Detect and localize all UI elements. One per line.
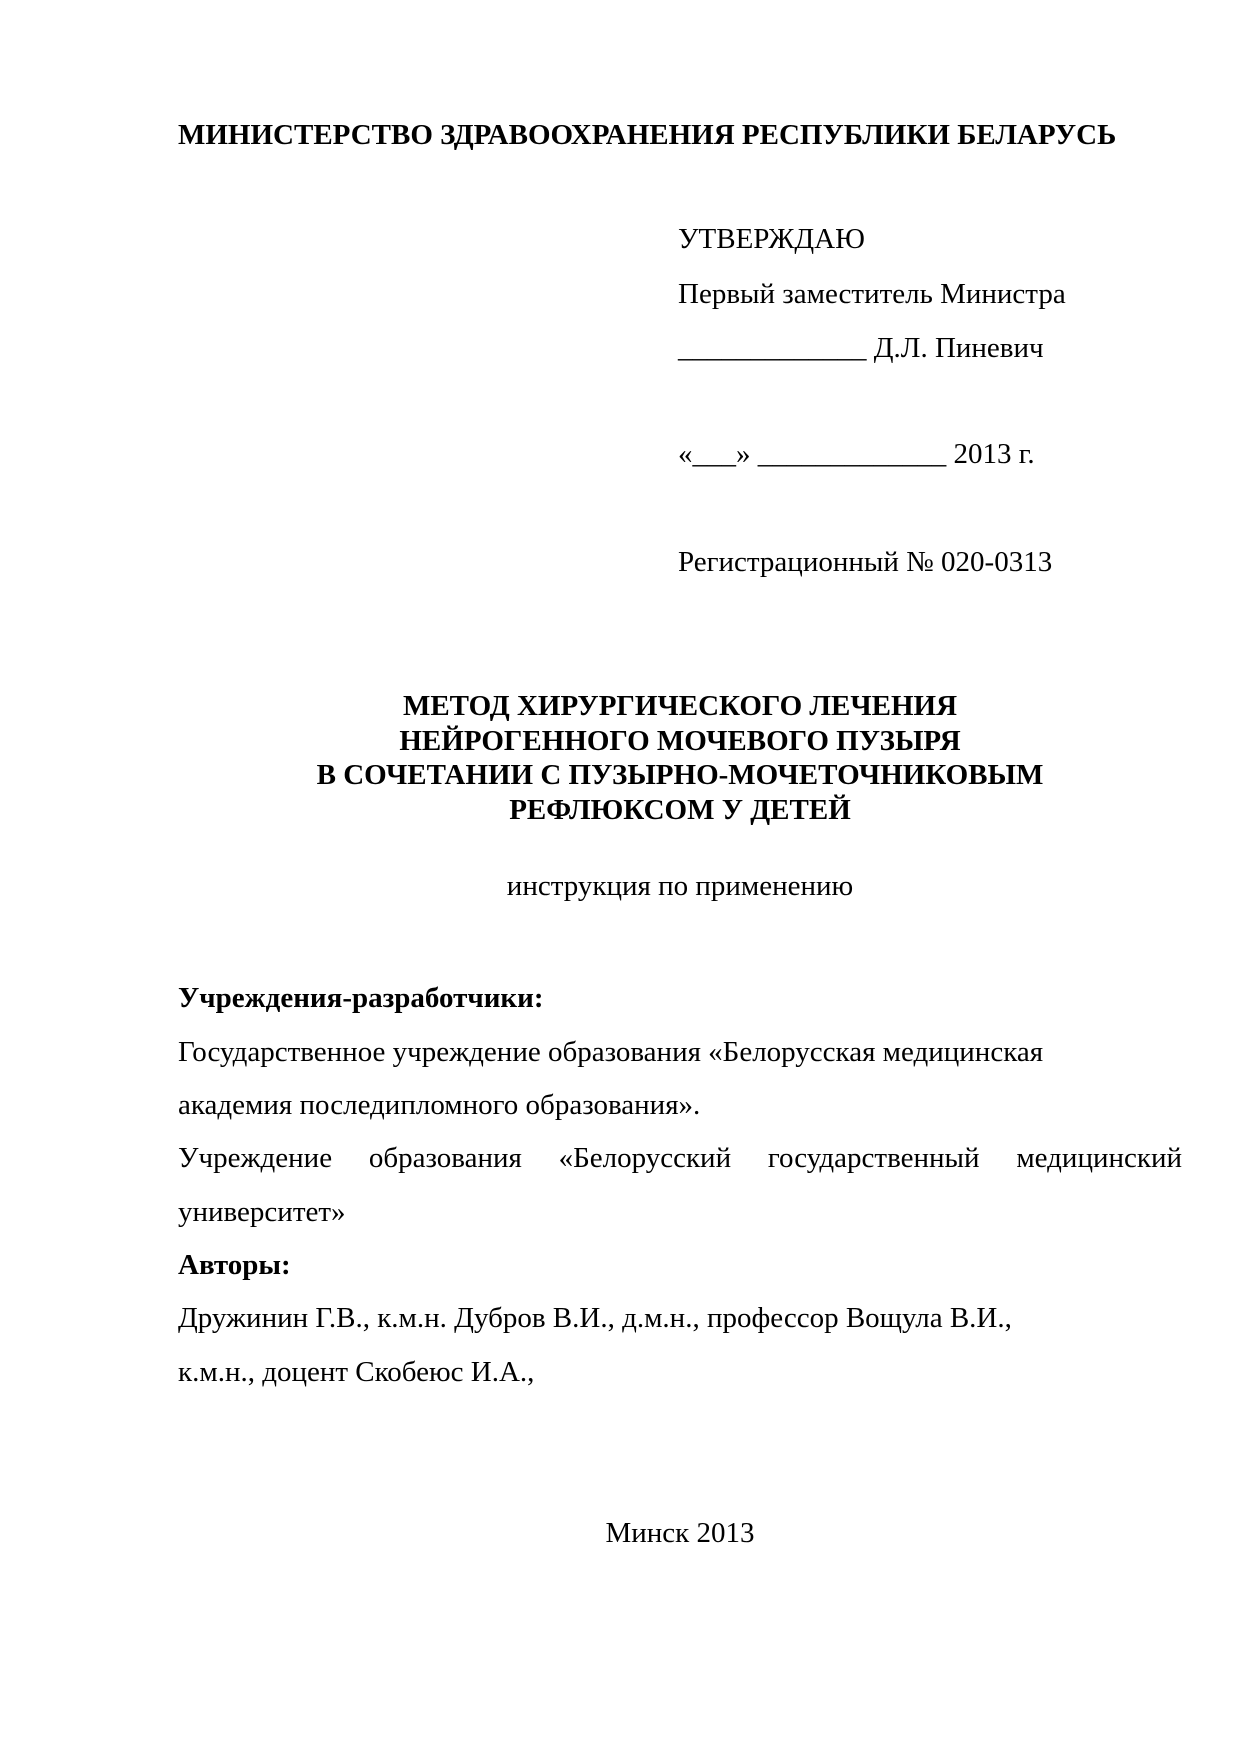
approval-signature: _____________ Д.Л. Пиневич — [678, 332, 1044, 364]
developer-line-2: академия последипломного образования». — [178, 1089, 701, 1121]
developers-heading: Учреждения-разработчики: — [178, 982, 544, 1014]
developer-line-1: Государственное учреждение образования «Белорусская медицинская — [178, 1036, 1044, 1068]
title-line-1: МЕТОД ХИРУРГИЧЕСКОГО ЛЕЧЕНИЯ — [402, 690, 958, 722]
document-subtitle: инструкция по применению — [506, 870, 854, 902]
title-line-3: В СОЧЕТАНИИ С ПУЗЫРНО-МОЧЕТОЧНИКОВЫМ — [316, 759, 1044, 791]
authors-heading: Авторы: — [178, 1249, 291, 1281]
approval-date: «___» _____________ 2013 г. — [678, 438, 1035, 470]
title-line-2: НЕЙРОГЕННОГО МОЧЕВОГО ПУЗЫРЯ — [399, 725, 961, 757]
approval-position: Первый заместитель Министра — [678, 278, 1066, 310]
approval-approve: УТВЕРЖДАЮ — [678, 223, 865, 255]
title-line-4: РЕФЛЮКСОМ У ДЕТЕЙ — [509, 794, 851, 826]
registration-number: Регистрационный № 020-0313 — [678, 546, 1053, 578]
authors-line-2: к.м.н., доцент Скобеюс И.А., — [178, 1356, 535, 1388]
ministry-header: МИНИСТЕРСТВО ЗДРАВООХРАНЕНИЯ РЕСПУБЛИКИ БЕЛАРУСЬ — [178, 119, 1117, 151]
authors-line-1: Дружинин Г.В., к.м.н. Дубров В.И., д.м.н., профессор Вощула В.И., — [178, 1302, 1012, 1334]
city-year: Минск 2013 — [605, 1517, 755, 1549]
developer-line-4: университет» — [178, 1196, 346, 1228]
developer-line-3: Учреждение образования «Белорусский государственный медицинский — [178, 1142, 1182, 1174]
